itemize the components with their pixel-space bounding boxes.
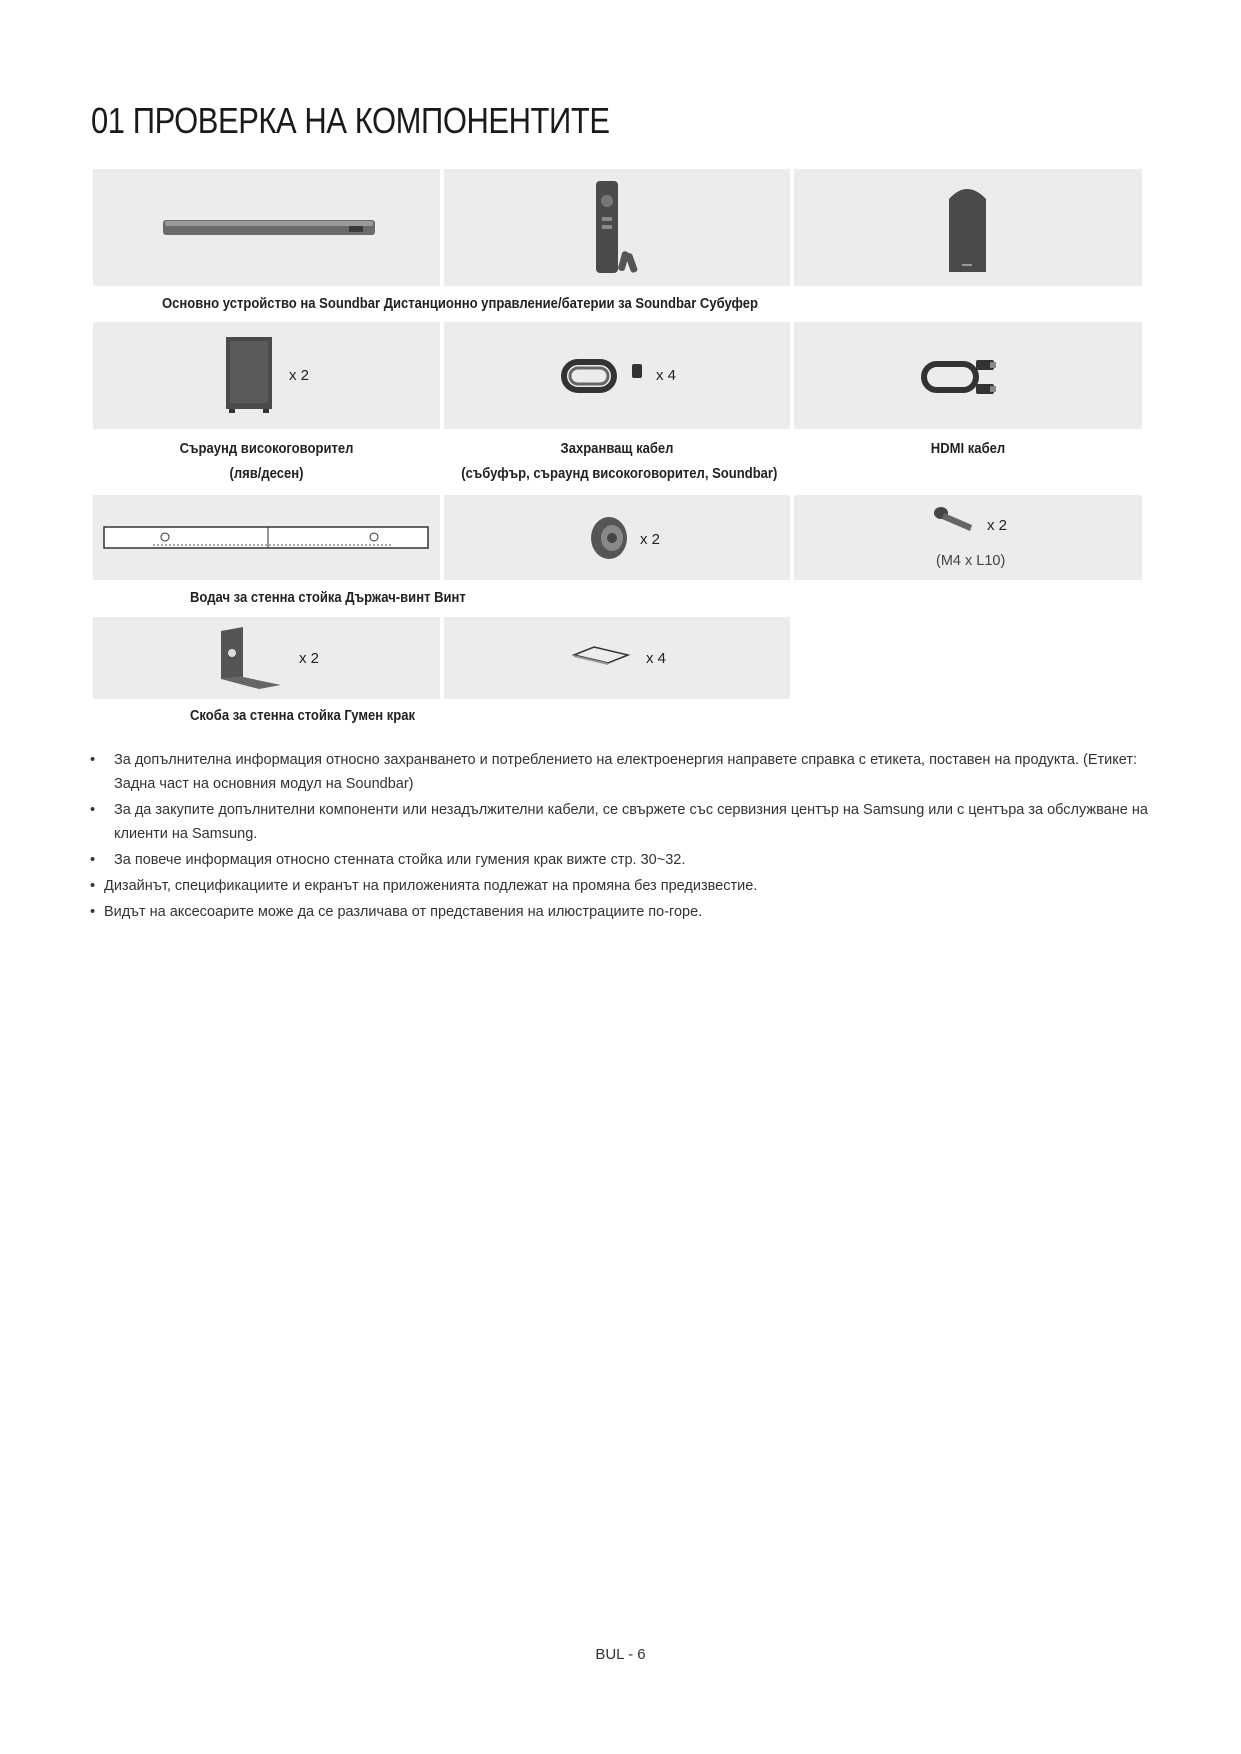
note-text: Дизайнът, спецификациите и екранът на приложенията подлежат на промяна без предизвестие. — [104, 878, 758, 894]
note-item: • За повече информация относно стенната стойка или гумения крак вижте стр. 30~32. — [90, 848, 1150, 872]
screw-spec: (M4 x L10) — [936, 553, 1006, 569]
caption-row1: Основно устройство на Soundbar Дистанционно управление/батерии за Soundbar Субуфер — [162, 296, 759, 312]
soundbar-image — [93, 169, 440, 286]
screw-qty: x 2 — [987, 517, 1008, 534]
bracket-image — [93, 617, 440, 699]
note-text: За допълнителна информация относно захранването и потреблението на електроенергия направете справка с етикета, поставен на продукта. (Етикет: Задна част на основния модул на Soundbar) — [114, 752, 1138, 792]
bracket-caption: Скоба за стенна стойка Гумен крак — [190, 708, 416, 724]
surround-speaker-icon — [93, 322, 440, 429]
subwoofer-image — [794, 169, 1142, 286]
bracket-qty: x 2 — [299, 650, 320, 667]
surround-speaker-image — [93, 322, 440, 429]
note-item: • За допълнителна информация относно захранването и потреблението на електроенергия направете справка с етикета, поставен на продукта. (Етикет: Задна част на основния модул на Soundbar) — [90, 748, 1150, 796]
hdmi-cable-icon — [794, 322, 1142, 429]
note-item: • Дизайнът, спецификациите и екранът на приложенията подлежат на промяна без предизвестие. — [90, 874, 1150, 898]
power-cable-caption-2: (събуфър, съраунд високоговорител, Soundbar) — [461, 466, 778, 482]
surround-caption-2: (ляв/десен) — [229, 466, 304, 482]
hdmi-caption: HDMI кабел — [930, 441, 1006, 457]
surround-caption-1: Съраунд високоговорител — [179, 441, 354, 457]
wall-mount-guide-icon — [93, 495, 440, 580]
power-cable-qty: x 4 — [656, 367, 677, 384]
note-item: • За да закупите допълнителни компоненти или незадължителни кабели, се свържете със сервизния център на Samsung или с центъра за обслужване на клиенти на Samsung. — [90, 798, 1150, 846]
note-text: Видът на аксесоарите може да се различава от представения на илюстрациите по-горе. — [104, 904, 703, 920]
wall-guide-caption: Водач за стенна стойка Държач-винт Винт — [190, 590, 466, 606]
power-cable-icon — [444, 322, 790, 429]
note-item: • Видът на аксесоарите може да се различава от представения на илюстрациите по-горе. — [90, 900, 1150, 924]
power-cable-caption-1: Захранващ кабел — [560, 441, 674, 457]
note-text: За да закупите допълнителни компоненти или незадължителни кабели, се свържете със сервизния център на Samsung или с центъра за обслужване на клиенти на Samsung. — [114, 802, 1148, 842]
power-cable-image — [444, 322, 790, 429]
wall-guide-image — [93, 495, 440, 580]
soundbar-icon — [93, 169, 440, 286]
hdmi-cable-image — [794, 322, 1142, 429]
rubber-foot-image — [444, 617, 790, 699]
holder-screw-image — [444, 495, 790, 580]
note-text: За повече информация относно стенната стойка или гумения крак вижте стр. 30~32. — [114, 852, 686, 868]
page-title: 01 ПРОВЕРКА НА КОМПОНЕНТИТЕ — [91, 100, 610, 141]
wall-bracket-icon — [93, 617, 440, 699]
remote-control-icon — [444, 169, 790, 286]
screw-image — [794, 495, 1142, 580]
surround-qty: x 2 — [289, 367, 310, 384]
remote-image — [444, 169, 790, 286]
holder-screw-icon — [444, 495, 790, 580]
rubber-foot-qty: x 4 — [646, 650, 667, 667]
holder-screw-qty: x 2 — [640, 531, 661, 548]
subwoofer-icon — [794, 169, 1142, 286]
notes-list — [90, 748, 1150, 926]
page-number: BUL - 6 — [595, 1646, 646, 1663]
rubber-foot-icon — [444, 617, 790, 699]
